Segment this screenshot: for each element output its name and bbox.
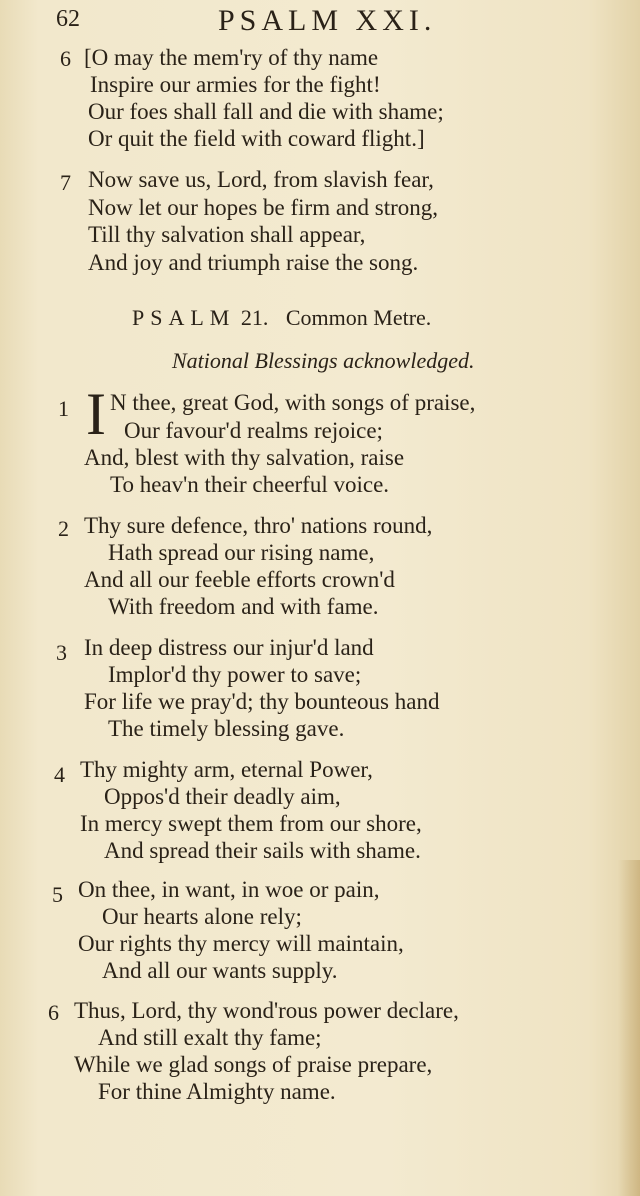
verse-line: Thy mighty arm, eternal Power, (80, 757, 373, 782)
page-header (56, 6, 516, 42)
psalm-subtitle: National Blessings acknowledged. (172, 348, 475, 373)
page-number: 62 (56, 6, 80, 32)
verse-line: In mercy swept them from our shore, (80, 811, 422, 836)
verse-line: For life we pray'd; thy bounteous hand (84, 689, 440, 714)
verse-line: And spread their sails with shame. (104, 838, 421, 863)
page-edge-stain (618, 860, 640, 1196)
stanza-number: 1 (58, 396, 69, 421)
stanza-number: 4 (54, 762, 65, 787)
verse-line: With freedom and with fame. (108, 594, 379, 619)
verse-line: Thy sure defence, thro' nations round, (84, 513, 433, 538)
verse-line: While we glad songs of praise prepare, (74, 1052, 433, 1077)
verse-line: Oppos'd their deadly aim, (104, 784, 341, 809)
psalm-title-number: 21. (240, 305, 269, 330)
verse-line: Till thy salvation shall appear, (88, 222, 366, 247)
drop-cap: I (86, 381, 106, 447)
stanza-number: 7 (60, 170, 71, 195)
verse-line: Our rights thy mercy will maintain, (78, 931, 404, 956)
stanza-number: 3 (56, 640, 67, 665)
verse-line: Now save us, Lord, from slavish fear, (88, 167, 434, 192)
psalm-metre: Common Metre. (285, 305, 432, 330)
stanza-number: 5 (52, 882, 63, 907)
verse-line: Thus, Lord, thy wond'rous power declare, (74, 998, 459, 1023)
verse-line: And joy and triumph raise the song. (88, 250, 419, 275)
psalm-title-word: PSALM (132, 305, 236, 330)
verse-line: Inspire our armies for the fight! (90, 72, 381, 97)
verse-line: And still exalt thy fame; (98, 1025, 322, 1050)
verse-line: Or quit the field with coward flight.] (88, 126, 425, 151)
verse-line: And all our wants supply. (102, 958, 338, 983)
verse-line: Hath spread our rising name, (108, 540, 375, 565)
verse-line: N thee, great God, with songs of praise, (110, 390, 476, 415)
verse-line: On thee, in want, in woe or pain, (78, 877, 380, 902)
verse-line: [O may the mem'ry of thy name (84, 45, 379, 70)
verse-line: Implor'd thy power to save; (108, 662, 362, 687)
verse-line: Our hearts alone rely; (102, 904, 302, 929)
verse-line: Our foes shall fall and die with shame; (88, 99, 444, 124)
verse-line: In deep distress our injur'd land (84, 635, 374, 660)
verse-line: For thine Almighty name. (98, 1079, 336, 1104)
verse-line: And, blest with thy salvation, raise (84, 445, 405, 470)
verse-line: The timely blessing gave. (108, 716, 345, 741)
stanza-number: 2 (58, 516, 69, 541)
verse-line: And all our feeble efforts crown'd (84, 567, 395, 592)
stanza-number: 6 (48, 1000, 59, 1025)
running-head: PSALM XXI. (218, 4, 437, 37)
verse-line: Now let our hopes be firm and strong, (88, 195, 439, 220)
verse-line: To heav'n their cheerful voice. (110, 472, 390, 497)
psalm-title (132, 305, 431, 331)
verse-line: Our favour'd realms rejoice; (124, 418, 383, 443)
stanza-number: 6 (60, 46, 71, 71)
